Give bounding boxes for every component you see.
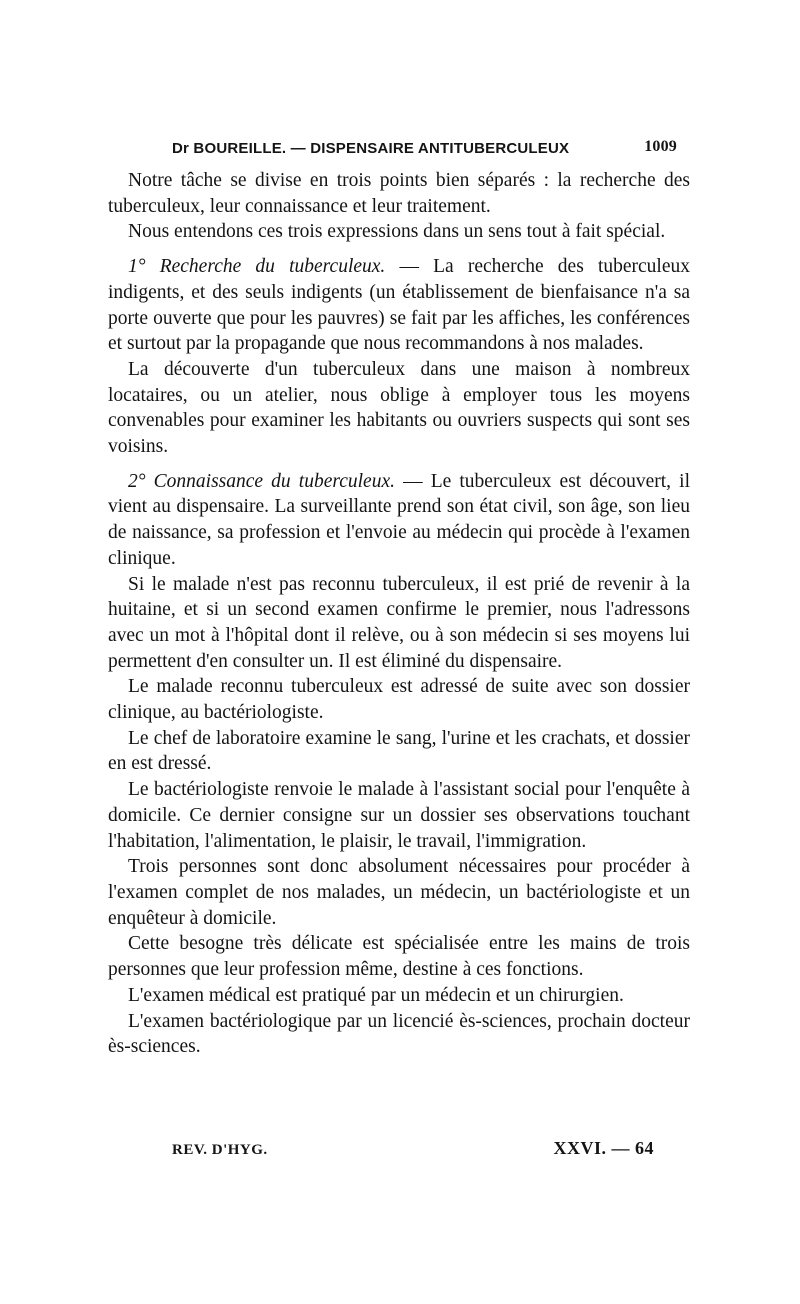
body-text (108, 168, 690, 1060)
paragraph: Trois personnes sont donc absolument nécessaires pour procéder à l'examen complet de nos malades, un médecin, un bactériologiste et un enquêteur à domicile. (108, 856, 690, 929)
section-paragraph (108, 254, 690, 357)
paragraph: L'examen bactériologique par un licencié ès-sciences, prochain docteur ès-sciences. (108, 1010, 690, 1058)
section-paragraph (108, 469, 690, 572)
footer-signature: XXVI. — 64 (553, 1138, 654, 1158)
paragraph: Cette besogne très délicate est spécialisée entre les mains de trois personnes que leur profession même, destine à ces fonctions. (108, 933, 690, 981)
page-number: 1009 (644, 138, 677, 155)
paragraph: Le chef de laboratoire examine le sang, l'urine et les crachats, et dossier en est dressé. (108, 727, 690, 775)
paragraph: Le bactériologiste renvoie le malade à l'assistant social pour l'enquête à domicile. Ce dernier consigne sur un dossier ses observations touchant l'habitation, l'alimentation, le plaisir, le travail, l'immigration. (108, 779, 690, 852)
page-footer (172, 1138, 654, 1159)
paragraph: Le malade reconnu tuberculeux est adressé de suite avec son dossier clinique, au bactériologiste. (108, 676, 690, 724)
section-heading: 2° Connaissance du tuberculeux. (128, 470, 395, 492)
section-heading: 1° Recherche du tuberculeux. (128, 256, 386, 278)
paragraph-text: — La recherche des tuberculeux indigents, et des seuls indigents (un établissement de bienfaisance n'a sa porte ouverte que pour les pauvres) se fait par les affiches, les conférences et surtout par la propagande que nous recommandons à nos malades. (108, 256, 690, 355)
paragraph-text: — Le tuberculeux est découvert, il vient au dispensaire. La surveillante prend son état civil, son âge, son lieu de naissance, sa profession et l'envoie au médecin qui procède à l'examen clinique. (108, 470, 690, 569)
paragraph: Notre tâche se divise en trois points bien séparés : la recherche des tuberculeux, leur connaissance et leur traitement. (108, 170, 690, 217)
paragraph: La découverte d'un tuberculeux dans une maison à nombreux locataires, ou un atelier, nous oblige à employer tous les moyens convenables pour examiner les habitants ou ouvriers suspects qui sont ses voisins. (108, 358, 690, 458)
running-header (172, 138, 677, 158)
paragraph: L'examen médical est pratiqué par un médecin et un chirurgien. (128, 984, 624, 1006)
paragraph: Nous entendons ces trois expressions dans un sens tout à fait spécial. (128, 221, 666, 243)
running-title: Dr BOUREILLE. — DISPENSAIRE ANTITUBERCULEUX (172, 140, 570, 157)
footer-journal: REV. D'HYG. (172, 1142, 268, 1158)
paragraph: Si le malade n'est pas reconnu tuberculeux, il est prié de revenir à la huitaine, et si un second examen confirme le premier, nous l'adressons avec un mot à l'hôpital dont il relève, ou à son médecin si ses moyens lui permettent d'en consulter un. Il est éliminé du dispensaire. (108, 573, 690, 672)
